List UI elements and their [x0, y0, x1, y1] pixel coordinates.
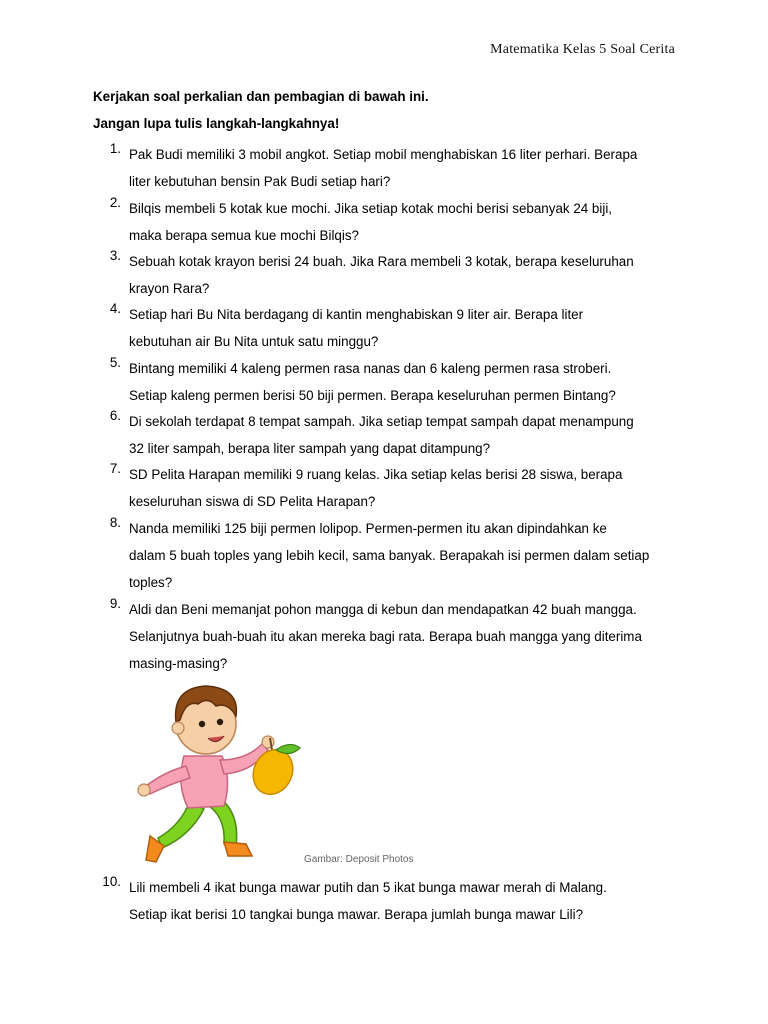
question-number: 3.: [109, 248, 121, 263]
question-text: Pak Budi memiliki 3 mobil angkot. Setiap mobil menghabiskan 16 liter perhari. Berapa liter kebutuhan bensin Pak Budi setiap hari?: [129, 147, 638, 189]
question-text: Setiap hari Bu Nita berdagang di kantin menghabiskan 9 liter air. Berapa liter kebutuhan air Bu Nita untuk satu minggu?: [129, 307, 584, 349]
boy-with-mango-illustration: [128, 676, 306, 866]
image-caption: Gambar: Deposit Photos: [304, 854, 414, 865]
question-number: 4.: [109, 301, 121, 316]
instruction-line-2: Jangan lupa tulis langkah-langkahnya!: [93, 116, 340, 131]
question-number: 10.: [102, 874, 121, 889]
question-text: Sebuah kotak krayon berisi 24 buah. Jika Rara membeli 3 kotak, berapa keseluruhan krayon Rara?: [129, 254, 634, 296]
question-text: Bintang memiliki 4 kaleng permen rasa nanas dan 6 kaleng permen rasa stroberi. Setiap kaleng permen berisi 50 biji permen. Berapa keseluruhan permen Bintang?: [129, 361, 616, 403]
page-header: Matematika Kelas 5 Soal Cerita: [490, 42, 675, 57]
instruction-line-1: Kerjakan soal perkalian dan pembagian di bawah ini.: [93, 89, 429, 104]
question-number: 6.: [109, 408, 121, 423]
question-number: 9.: [109, 596, 121, 611]
question-text: Aldi dan Beni memanjat pohon mangga di kebun dan mendapatkan 42 buah mangga. Selanjutnya buah-buah itu akan mereka bagi rata. Berapa buah mangga yang diterima masing-masing?: [129, 602, 642, 671]
question-text: Bilqis membeli 5 kotak kue mochi. Jika setiap kotak mochi berisi sebanyak 24 biji, maka berapa semua kue mochi Bilqis?: [129, 201, 613, 243]
question-number: 7.: [109, 461, 121, 476]
question-text: Lili membeli 4 ikat bunga mawar putih dan 5 ikat bunga mawar merah di Malang. Setiap ikat berisi 10 tangkai bunga mawar. Berapa jumlah bunga mawar Lili?: [129, 880, 607, 922]
question-number: 2.: [109, 195, 121, 210]
question-number: 8.: [109, 515, 121, 530]
question-text: SD Pelita Harapan memiliki 9 ruang kelas. Jika setiap kelas berisi 28 siswa, berapa keseluruhan siswa di SD Pelita Harapan?: [129, 467, 623, 509]
question-number: 5.: [109, 355, 121, 370]
question-text: Di sekolah terdapat 8 tempat sampah. Jika setiap tempat sampah dapat menampung 32 liter sampah, berapa liter sampah yang dapat ditampung?: [129, 414, 634, 456]
question-text: Nanda memiliki 125 biji permen lolipop. Permen-permen itu akan dipindahkan ke dalam 5 buah toples yang lebih kecil, sama banyak. Berapakah isi permen dalam setiap toples?: [129, 521, 650, 590]
question-number: 1.: [109, 141, 121, 156]
